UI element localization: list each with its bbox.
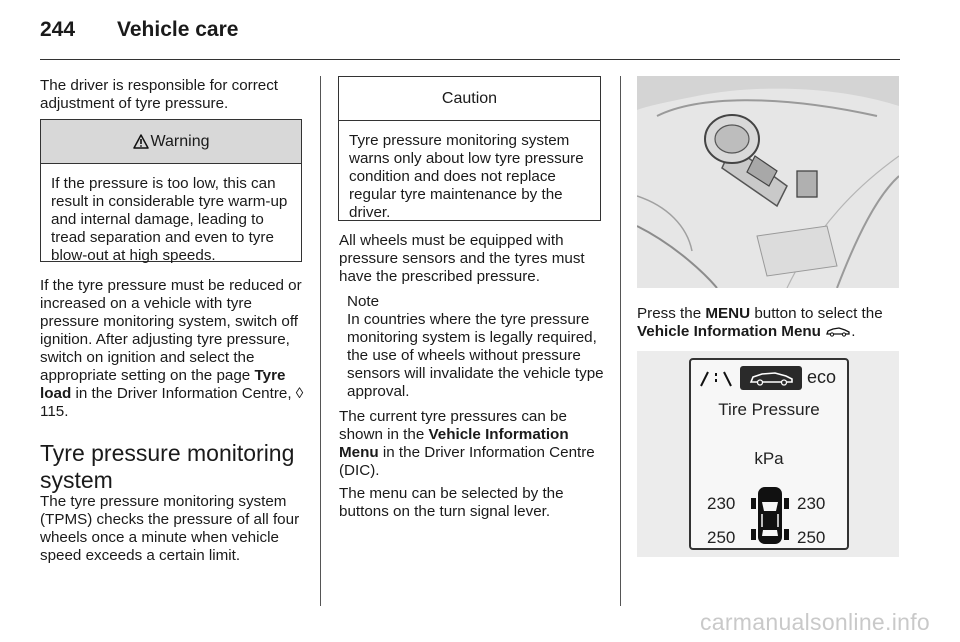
page-number: 244: [40, 18, 76, 41]
note-label: Note: [347, 293, 380, 310]
header-rule: [40, 59, 900, 60]
note-block: [347, 293, 609, 401]
caution-header: [339, 77, 600, 121]
column-divider-2: [620, 76, 621, 606]
note-body: In countries where the tyre pressure monitoring system is legally required, the use of wheels without pressure sensors will invalidate the vehicle type approval.: [347, 311, 604, 400]
dic-tab-vehicle: [740, 366, 802, 390]
vehicle-info-menu-term: Vehicle Information Menu: [339, 426, 569, 461]
car-icon: [825, 325, 851, 337]
car-tab-icon: [740, 366, 802, 390]
column-divider-1: [320, 76, 321, 606]
tyre-load-term: Tyre load: [40, 367, 286, 402]
intro-paragraph: The driver is responsible for correct adjustment of tyre pressure.: [40, 77, 279, 112]
dic-screen: [689, 358, 849, 550]
dic-display-illustration: [637, 351, 899, 557]
warning-triangle-icon: [133, 134, 149, 149]
page-header-title: Vehicle care: [117, 18, 239, 41]
cross-reference-icon: ◊: [295, 385, 304, 402]
dic-unit: kPa: [754, 449, 784, 468]
dic-front-left-pressure: 230: [707, 494, 736, 513]
warning-box: [40, 119, 302, 262]
menu-button-term: MENU: [705, 305, 751, 322]
sensor-paragraph: All wheels must be equipped with pressure sensors and the tyres must have the prescribed pressure.: [339, 232, 585, 285]
page-reference[interactable]: 115.: [40, 403, 69, 420]
dic-rear-left-pressure: 250: [707, 528, 736, 547]
caution-label: Caution: [441, 89, 498, 107]
dic-eco-label: eco: [807, 367, 837, 387]
watermark: carmanualsonline.info: [699, 609, 930, 635]
dic-paragraph: The current tyre pressures can be shown in the Vehicle Information Menu in the Driver Information Centre (DIC).: [339, 408, 595, 479]
dic-front-right-pressure: 230: [797, 494, 826, 513]
dic-title: Tire Pressure: [718, 400, 820, 419]
turn-signal-lever-illustration: [637, 76, 899, 288]
tyre-adjust-paragraph: If the tyre pressure must be reduced or increased on a vehicle with tyre pressure monitoring system, switch off ignition. After adjusting tyre pressure, switch on ignition and select the appropriate setting on the page Tyre load in the Driver Information Centre, ◊ 115.: [40, 277, 304, 420]
section-heading: Tyre pressure monitoring system: [40, 440, 295, 493]
warning-label: Warning: [150, 132, 210, 150]
tpms-paragraph: The tyre pressure monitoring system (TPMS) checks the pressure of all four wheels once a minute when vehicle speed exceeds a certain limit.: [40, 493, 300, 564]
turn-signal-lever-image: [637, 76, 899, 288]
buttons-paragraph: The menu can be selected by the buttons on the turn signal lever.: [339, 485, 564, 520]
road-icon: [698, 370, 734, 388]
warning-header: [41, 120, 301, 164]
warning-body: If the pressure is too low, this can result in considerable tyre warm-up and internal damage, leading to tread separation and even to tyre blow-out at high speeds.: [51, 175, 288, 264]
dic-rear-right-pressure: 250: [797, 528, 826, 547]
caution-body: Tyre pressure monitoring system warns only about low tyre pressure condition and does not replace regular tyre maintenance by the driver.: [349, 132, 584, 221]
menu-instruction: Press the MENU button to select the Vehicle Information Menu .: [637, 305, 883, 340]
car-top-view-icon: [749, 484, 791, 546]
caution-box: [338, 76, 601, 221]
vehicle-info-menu-term-2: Vehicle Information Menu: [637, 323, 821, 340]
